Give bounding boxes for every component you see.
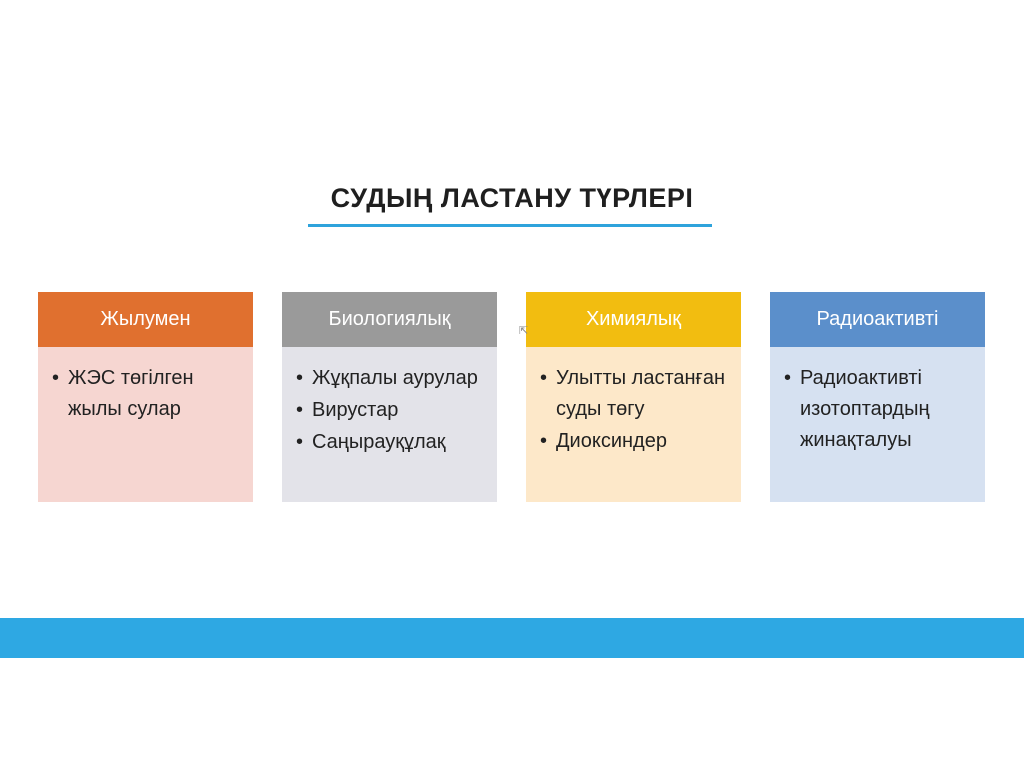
list-item: • Радиоактивті изотоптардың жинақталуы — [784, 363, 975, 456]
list-item: • Вирустар — [296, 395, 487, 426]
card-chemical — [526, 292, 741, 502]
card-body — [282, 347, 497, 502]
card-header — [770, 292, 985, 347]
card-header — [38, 292, 253, 347]
card-biological — [282, 292, 497, 502]
list-item: • Диоксиндер — [540, 426, 731, 457]
card-thermal — [38, 292, 253, 502]
mouse-cursor-icon: ⇱ — [519, 325, 529, 337]
slide-title: СУДЫҢ ЛАСТАНУ ТҮРЛЕРІ — [330, 183, 694, 213]
card-body — [526, 347, 741, 502]
card-body — [38, 347, 253, 502]
list-item: • Улытты ластанған суды төгу — [540, 363, 731, 425]
card-header — [282, 292, 497, 347]
list-item: • Саңырауқұлақ — [296, 427, 487, 458]
title-underline — [308, 224, 712, 227]
card-radioactive — [770, 292, 985, 502]
bottom-accent-bar — [0, 618, 1024, 658]
card-header-label: Химиялық — [585, 308, 682, 330]
list-item: • ЖЭС төгілген жылы сулар — [52, 363, 243, 425]
card-header-label: Биологиялық — [328, 308, 451, 330]
card-header — [526, 292, 741, 347]
card-body — [770, 347, 985, 502]
card-header-label: Жылумен — [100, 308, 191, 330]
list-item: • Жұқпалы аурулар — [296, 363, 487, 394]
card-header-label: Радиоактивті — [816, 308, 939, 330]
